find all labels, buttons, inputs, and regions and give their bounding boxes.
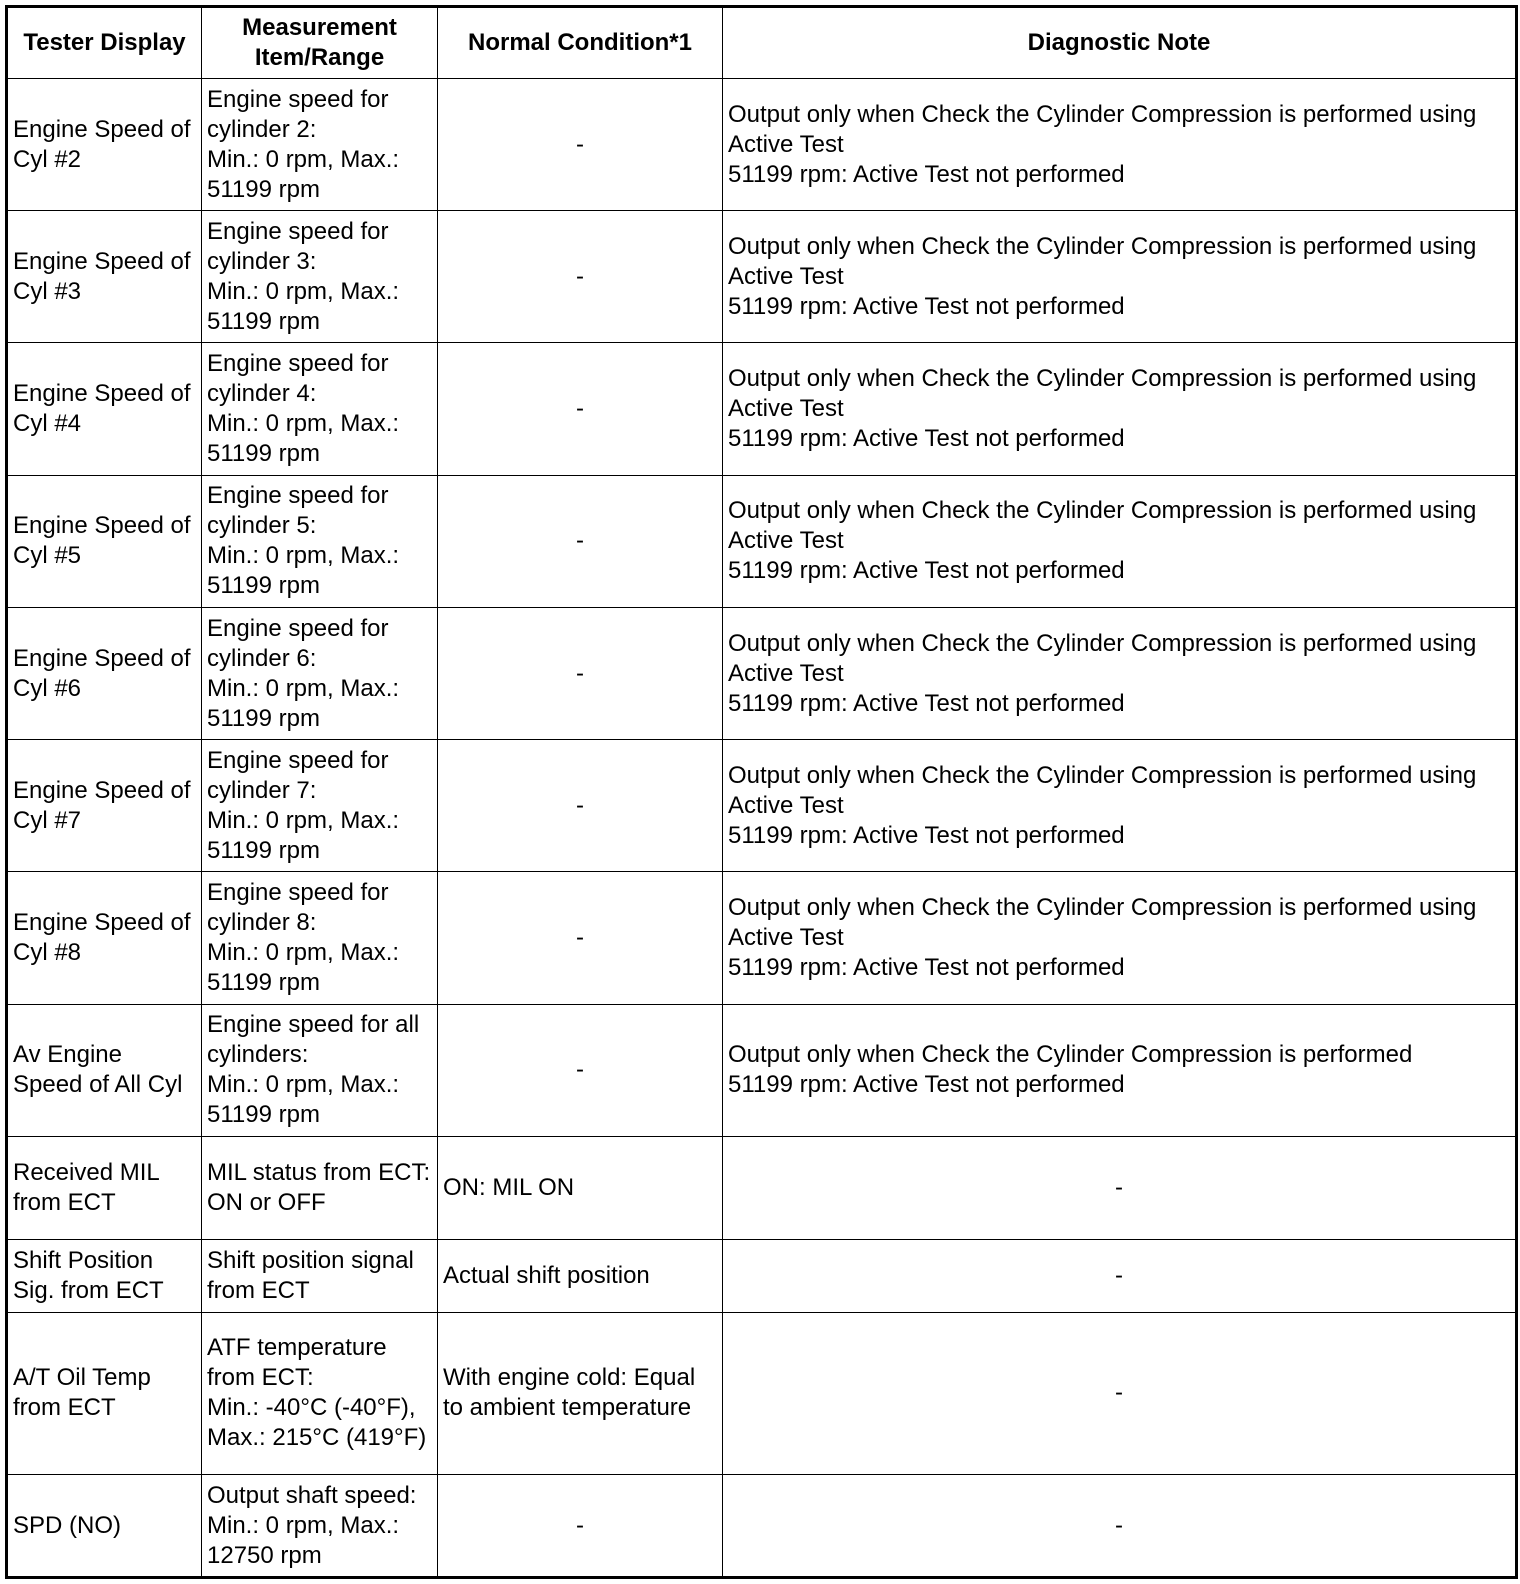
table-row [7, 872, 1517, 1004]
cell-normal-condition: - [438, 1004, 723, 1136]
cell-tester-display: Engine Speed of Cyl #8 [7, 872, 202, 1004]
cell-tester-display: Received MIL from ECT [7, 1136, 202, 1239]
table-row [7, 1312, 1517, 1475]
cell-diagnostic-note: - [723, 1312, 1517, 1475]
table-row [7, 1136, 1517, 1239]
cell-normal-condition: - [438, 475, 723, 607]
cell-normal-condition: - [438, 211, 723, 343]
cell-tester-display: Engine Speed of Cyl #4 [7, 343, 202, 475]
cell-normal-condition: - [438, 1475, 723, 1578]
cell-tester-display: Av Engine Speed of All Cyl [7, 1004, 202, 1136]
header-normal-condition: Normal Condition*1 [438, 7, 723, 79]
cell-measurement: Engine speed for all cylinders: Min.: 0 rpm, Max.: 51199 rpm [202, 1004, 438, 1136]
cell-measurement: Engine speed for cylinder 2: Min.: 0 rpm, Max.: 51199 rpm [202, 79, 438, 211]
table-header-row [7, 7, 1517, 79]
header-tester-display: Tester Display [7, 7, 202, 79]
cell-diagnostic-note: Output only when Check the Cylinder Compression is performed using Active Test 51199 rpm: Active Test not performed [723, 211, 1517, 343]
cell-measurement: Engine speed for cylinder 5: Min.: 0 rpm, Max.: 51199 rpm [202, 475, 438, 607]
table-row [7, 343, 1517, 475]
table-row [7, 1004, 1517, 1136]
cell-normal-condition: - [438, 872, 723, 1004]
cell-normal-condition: Actual shift position [438, 1239, 723, 1312]
cell-tester-display: SPD (NO) [7, 1475, 202, 1578]
cell-measurement: MIL status from ECT: ON or OFF [202, 1136, 438, 1239]
table-row [7, 1239, 1517, 1312]
cell-diagnostic-note: Output only when Check the Cylinder Compression is performed using Active Test 51199 rpm: Active Test not performed [723, 872, 1517, 1004]
cell-measurement: ATF temperature from ECT: Min.: -40°C (-40°F), Max.: 215°C (419°F) [202, 1312, 438, 1475]
cell-measurement: Engine speed for cylinder 3: Min.: 0 rpm, Max.: 51199 rpm [202, 211, 438, 343]
cell-diagnostic-note: Output only when Check the Cylinder Compression is performed using Active Test 51199 rpm: Active Test not performed [723, 740, 1517, 872]
cell-tester-display: A/T Oil Temp from ECT [7, 1312, 202, 1475]
table-row [7, 211, 1517, 343]
cell-diagnostic-note: - [723, 1136, 1517, 1239]
cell-normal-condition: - [438, 607, 723, 739]
cell-measurement: Engine speed for cylinder 7: Min.: 0 rpm, Max.: 51199 rpm [202, 740, 438, 872]
cell-diagnostic-note: Output only when Check the Cylinder Compression is performed using Active Test 51199 rpm: Active Test not performed [723, 79, 1517, 211]
cell-measurement: Engine speed for cylinder 8: Min.: 0 rpm, Max.: 51199 rpm [202, 872, 438, 1004]
table-row [7, 475, 1517, 607]
cell-tester-display: Engine Speed of Cyl #7 [7, 740, 202, 872]
cell-diagnostic-note: - [723, 1239, 1517, 1312]
diagnostic-data-table [5, 5, 1518, 1579]
cell-tester-display: Engine Speed of Cyl #2 [7, 79, 202, 211]
cell-diagnostic-note: Output only when Check the Cylinder Compression is performed using Active Test 51199 rpm: Active Test not performed [723, 607, 1517, 739]
header-measurement-item: Measurement Item/Range [202, 7, 438, 79]
cell-measurement: Shift position signal from ECT [202, 1239, 438, 1312]
cell-tester-display: Engine Speed of Cyl #5 [7, 475, 202, 607]
cell-diagnostic-note: Output only when Check the Cylinder Compression is performed using Active Test 51199 rpm: Active Test not performed [723, 343, 1517, 475]
header-diagnostic-note: Diagnostic Note [723, 7, 1517, 79]
cell-measurement: Engine speed for cylinder 6: Min.: 0 rpm, Max.: 51199 rpm [202, 607, 438, 739]
cell-normal-condition: - [438, 343, 723, 475]
cell-tester-display: Shift Position Sig. from ECT [7, 1239, 202, 1312]
table-row [7, 79, 1517, 211]
cell-measurement: Engine speed for cylinder 4: Min.: 0 rpm, Max.: 51199 rpm [202, 343, 438, 475]
cell-normal-condition: ON: MIL ON [438, 1136, 723, 1239]
cell-measurement: Output shaft speed: Min.: 0 rpm, Max.: 12750 rpm [202, 1475, 438, 1578]
cell-normal-condition: With engine cold: Equal to ambient temperature [438, 1312, 723, 1475]
cell-normal-condition: - [438, 79, 723, 211]
cell-tester-display: Engine Speed of Cyl #3 [7, 211, 202, 343]
cell-diagnostic-note: Output only when Check the Cylinder Compression is performed 51199 rpm: Active Test not performed [723, 1004, 1517, 1136]
cell-diagnostic-note: - [723, 1475, 1517, 1578]
table-row [7, 1475, 1517, 1578]
table-row [7, 740, 1517, 872]
cell-diagnostic-note: Output only when Check the Cylinder Compression is performed using Active Test 51199 rpm: Active Test not performed [723, 475, 1517, 607]
cell-tester-display: Engine Speed of Cyl #6 [7, 607, 202, 739]
table-row [7, 607, 1517, 739]
cell-normal-condition: - [438, 740, 723, 872]
